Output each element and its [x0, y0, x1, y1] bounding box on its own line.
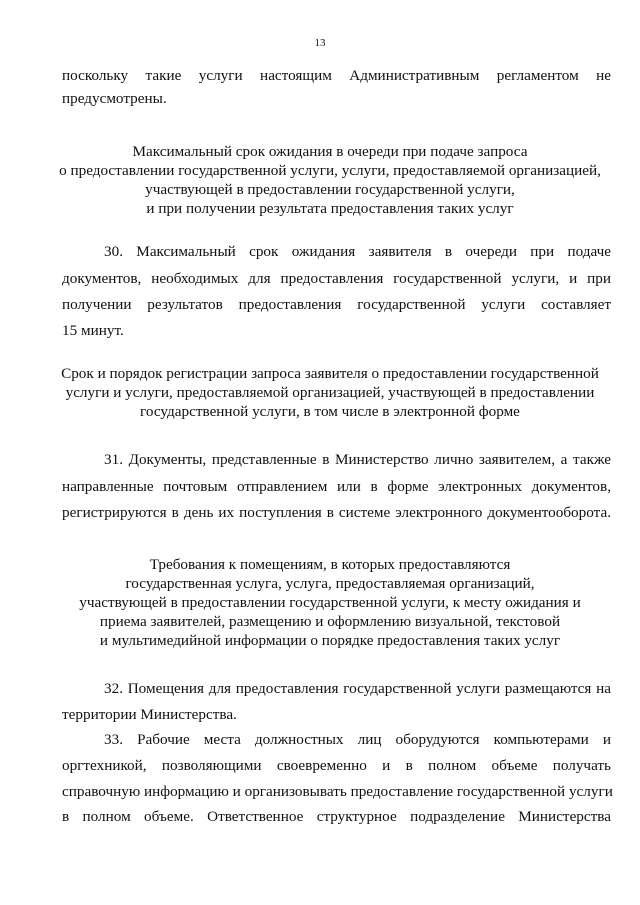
heading-line: Срок и порядок регистрации запроса заявителя о предоставлении государственной	[61, 365, 599, 382]
text-line: оргтехникой, позволяющими своевременно и в полном объеме получать	[62, 757, 611, 774]
text-line: регистрируются в день их поступления в системе электронного документооборота.	[62, 504, 611, 521]
heading-line: и мультимедийной информации о порядке предоставления таких услуг	[99, 632, 561, 649]
heading-line: услуги и услуги, предоставляемой организацией, участвующей в предоставлении	[65, 384, 595, 401]
text-line: получении результатов предоставления государственной услуги составляет	[62, 296, 611, 313]
text-line: 33. Рабочие места должностных лиц оборудуются компьютерами и	[104, 731, 611, 748]
text-line: 30. Максимальный срок ожидания заявителя в очереди при подаче	[104, 243, 611, 260]
text-line: 31. Документы, представленные в Министерство лично заявителем, а также	[104, 451, 611, 468]
heading-line: Максимальный срок ожидания в очереди при подаче запроса	[132, 143, 528, 160]
text-line: документов, необходимых для предоставления государственной услуги, и при	[62, 270, 611, 287]
text-line: поскольку такие услуги настоящим Административным регламентом не	[62, 67, 611, 84]
text-line: 15 минут.	[62, 322, 124, 339]
text-line: территории Министерства.	[62, 706, 237, 723]
heading-line: государственная услуга, услуга, предоставляемая организаций,	[125, 575, 535, 592]
page-number: 13	[314, 37, 326, 49]
text-line: в полном объеме. Ответственное структурное подразделение Министерства	[62, 808, 611, 825]
text-line: предусмотрены.	[62, 90, 167, 107]
text-line: 32. Помещения для предоставления государственной услуги размещаются на	[104, 680, 611, 697]
heading-line: государственной услуги, в том числе в электронной форме	[140, 403, 520, 420]
heading-line: участвующей в предоставлении государственной услуги, к месту ожидания и	[79, 594, 581, 611]
heading-line: участвующей в предоставлении государственной услуги,	[145, 181, 515, 198]
heading-line: о предоставлении государственной услуги, услуги, предоставляемой организацией,	[59, 162, 601, 179]
heading-line: и при получении результата предоставления таких услуг	[146, 200, 514, 217]
heading-line: приема заявителей, размещению и оформлению визуальной, текстовой	[99, 613, 561, 630]
text-line: направленные почтовым отправлением или в форме электронных документов,	[62, 478, 611, 495]
text-line: справочную информацию и организовывать предоставление государственной услуги	[62, 783, 613, 800]
heading-line: Требования к помещениям, в которых предоставляются	[149, 556, 511, 573]
